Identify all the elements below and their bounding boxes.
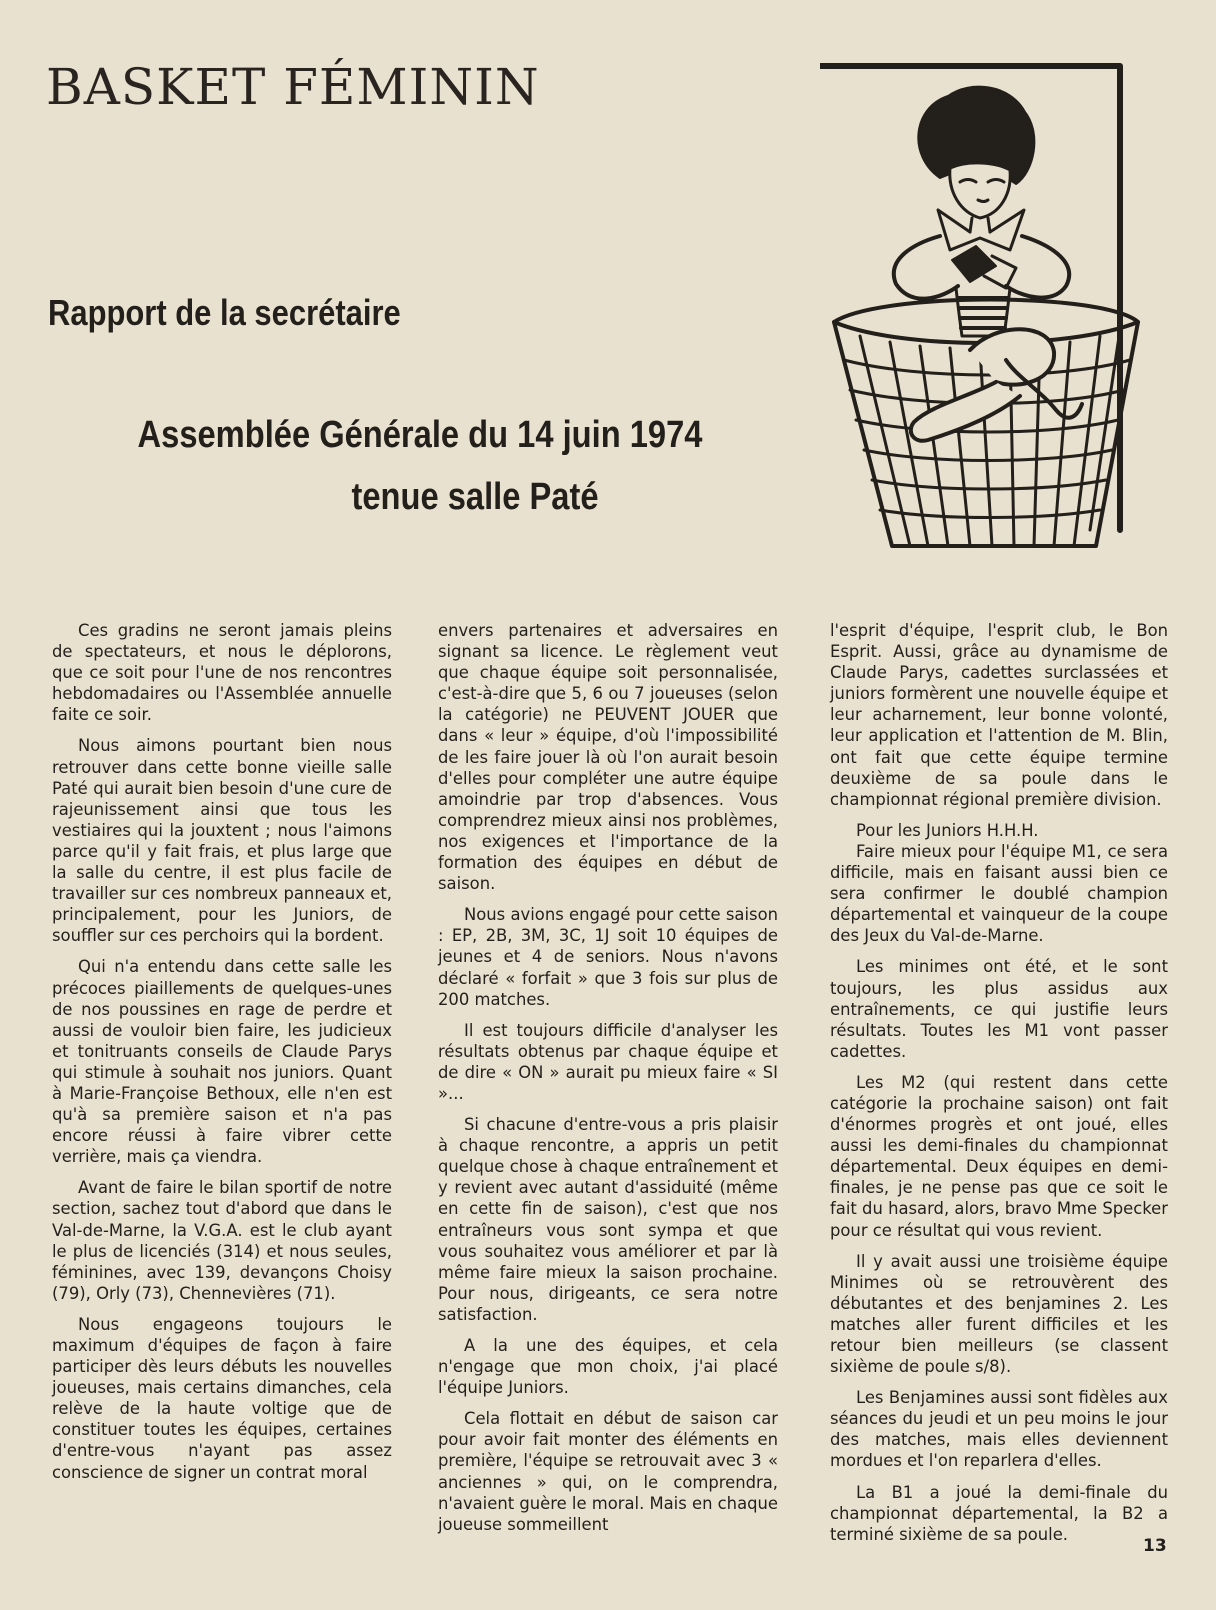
- paragraph: l'esprit d'équipe, l'esprit club, le Bon Esprit. Aussi, grâce au dynamisme de Claude Parys, cadettes surclassées et juniors formèrent une nouvelle équipe et leur acharnement, leur bonne volonté, leur application et l'attention de M. Blin, ont fait que cette équipe termine deuxième de sa poule dans le championnat régional première division.: [830, 621, 1168, 809]
- paragraph: envers partenaires et adversaires en signant sa licence. Le règlement veut que chaque équipe soit personnalisée, c'est-à-dire que 5, 6 ou 7 joueuses (selon la catégorie) ne PEUVENT JOUER que dans « leur » équipe, d'où l'impossibilité de les faire jouer là où l'on aurait besoin d'elles pour compléter une autre équipe amoindrie par trop d'absences. Vous comprendrez mieux ainsi nos problèmes, nos exigences et l'importance de la formation des équipes en début de saison.: [438, 621, 778, 894]
- paragraph: Les minimes ont été, et le sont toujours, les plus assidus aux entraînements, ce qui justifie leurs résultats. Toutes les M1 vont passer cadettes.: [830, 957, 1168, 1061]
- paragraph: Pour les Juniors H.H.H.: [856, 820, 1039, 840]
- paragraph: Nous engageons toujours le maximum d'équipes de façon à faire participer dès leurs débuts les nouvelles joueuses, mais certains dimanches, cela relève de la haute voltige que de constituer toutes les équipes, certaines d'entre-vous n'ayant pas assez conscience de signer un contrat moral: [52, 1314, 392, 1482]
- page-number: 13: [1143, 1536, 1167, 1556]
- paragraph: Ces gradins ne seront jamais pleins de spectateurs, et nous le déplorons, que ce soit pour l'une de nos rencontres hebdomadaires ou l'Assemblée annuelle faite ce soir.: [52, 621, 392, 725]
- assembly-headline: [90, 404, 750, 528]
- paragraph: Cela flottait en début de saison car pour avoir fait monter des éléments en première, l'équipe se retrouvait avec 3 « anciennes » qui, on le comprendra, n'avaient guère le moral. Mais en chaque joueuse sommeillent: [438, 1409, 778, 1534]
- section-title: BASKET FÉMININ: [46, 58, 540, 116]
- paragraph: A la une des équipes, et cela n'engage que mon choix, j'ai placé l'équipe Juniors.: [438, 1336, 778, 1398]
- paragraph: Qui n'a entendu dans cette salle les précoces piaillements de quelques-unes de nos poussines en rage de perdre et aussi de vouloir bien faire, les judicieux et tonitruants conseils de Claude Parys qui stimule à souhait nos juniors. Quant à Marie-Françoise Bethoux, elle n'en est qu'à sa première saison et n'a pas encore réussi à faire vibrer cette verrière, mais ça viendra.: [52, 957, 392, 1167]
- paragraph: Nous aimons pourtant bien nous retrouver dans cette bonne vieille salle Paté qui aurait bien besoin d'une cure de rajeunissement ainsi que tous les vestiaires qui la jouxtent ; nous l'aimons parce qu'il y fait frais, et plus large que la salle du centre, il est plus facile de travailler sur ces nombreux panneaux et, principalement, pour les Juniors, de souffler sur ces perchoirs qui la bordent.: [52, 736, 392, 946]
- paragraph: Les Benjamines aussi sont fidèles aux séances du jeudi et un peu moins le jour des matches, mais elles deviennent mordues et l'on reparlera d'elles.: [830, 1388, 1168, 1471]
- article-column-3: [830, 620, 1168, 1555]
- article-column-2: [438, 620, 778, 1545]
- paragraph: La B1 a joué la demi-finale du championnat départemental, la B2 a terminé sixième de sa poule.: [830, 1482, 1168, 1544]
- woman-in-basketball-hoop-drawing-icon: [820, 60, 1170, 570]
- paragraph: Si chacune d'entre-vous a pris plaisir à chaque rencontre, a appris un petit quelque chose à chaque entraînement et y revient avec autant d'assiduité (même en cette fin de saison), c'est que nos entraîneurs vous sont sympa et que vous souhaitez vous améliorer et par là même faire mieux la saison prochaine. Pour nous, dirigeants, ce sera notre satisfaction.: [438, 1115, 778, 1324]
- paragraph: Il est toujours difficile d'analyser les résultats obtenus par chaque équipe et de dire « ON » aurait pu mieux faire « SI »...: [438, 1020, 778, 1103]
- paragraph: Nous avions engagé pour cette saison : EP, 2B, 3M, 3C, 1J soit 10 équipes de jeunes et 4 de seniors. Nous n'avons déclaré « forfait » que 3 fois sur plus de 200 matches.: [438, 905, 778, 1009]
- paragraph: Faire mieux pour l'équipe M1, ce sera difficile, mais en faisant aussi bien ce sera confirmer le doublé champion départemental et vainqueur de la coupe des Jeux du Val-de-Marne.: [830, 841, 1168, 946]
- article-column-1: [52, 620, 392, 1493]
- paragraph: Avant de faire le bilan sportif de notre section, sachez tout d'abord que dans le Val-de-Marne, la V.G.A. est le club ayant le plus de licenciés (314) et nous seules, féminines, avec 139, devançons Choisy (79), Orly (73), Chennevières (71).: [52, 1178, 392, 1303]
- paragraph: Il y avait aussi une troisième équipe Minimes où se retrouvèrent des débutantes et des benjamines 2. Les matches aller furent difficiles et les retour bien meilleurs (se classent sixième de poule s/8).: [830, 1251, 1168, 1377]
- paragraph: Les M2 (qui restent dans cette catégorie la prochaine saison) ont fait d'énormes progrès et ont joué, elles aussi les demi-finales du championnat départemental. Deux équipes en demi-finales, je ne pense pas que ce soit le fait du hasard, alors, bravo Mme Specker pour ce résultat qui vous revient.: [830, 1072, 1168, 1240]
- headline-line-2: tenue salle Paté: [351, 476, 599, 518]
- report-subtitle: Rapport de la secrétaire: [48, 292, 401, 333]
- headline-line-1: Assemblée Générale du 14 juin 1974: [137, 414, 703, 456]
